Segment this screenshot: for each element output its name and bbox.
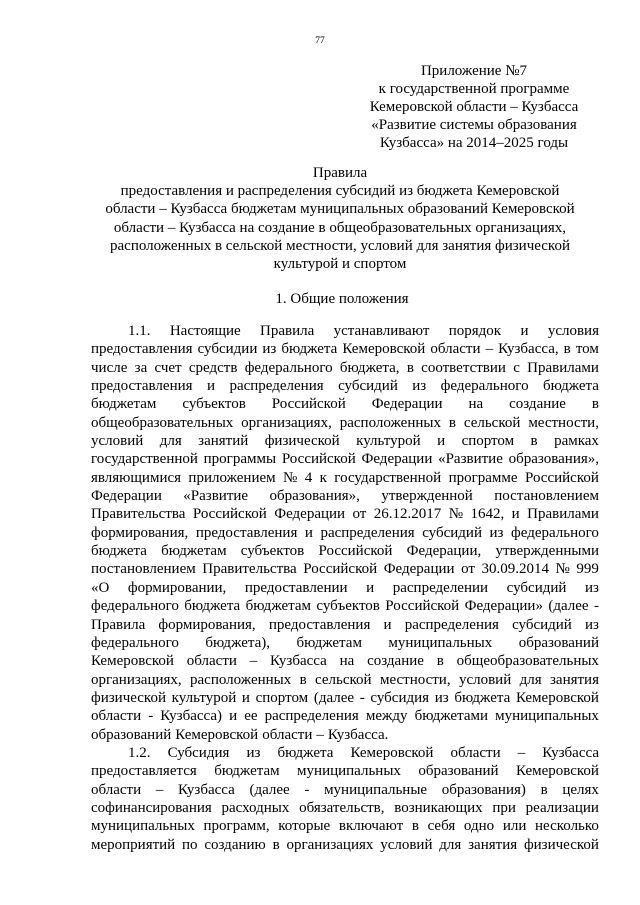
paragraph-line: [91, 505, 599, 523]
word: бюджетами: [414, 708, 489, 725]
word: муниципальные: [324, 781, 428, 798]
word: по: [182, 836, 198, 853]
word: или: [502, 818, 527, 835]
word: Федерации: [91, 488, 162, 505]
word: Настоящие: [169, 323, 241, 339]
word: создание: [367, 653, 424, 670]
word: сельской: [315, 671, 372, 688]
word: реализации: [525, 799, 599, 816]
title-line: области – Кузбасса бюджетам муниципальных образований Кемеровской: [105, 201, 575, 218]
word: распределении: [392, 579, 489, 596]
word: бюджета: [454, 689, 511, 706]
word: субсидий: [506, 579, 567, 596]
word: Российской: [524, 469, 599, 486]
title-line: предоставления и распределения субсидий из бюджета Кемеровской: [120, 183, 560, 200]
word: из: [246, 744, 261, 761]
paragraph-line: [91, 781, 599, 799]
paragraph-line: [91, 836, 599, 854]
word: муниципальных: [388, 634, 493, 651]
word: субсидий: [512, 616, 572, 633]
word: федерального: [91, 634, 179, 651]
word: рамках: [554, 433, 599, 450]
word: себя: [427, 818, 456, 835]
word: расположенных: [190, 671, 292, 688]
word: бюджетам: [296, 634, 362, 651]
word: (далее: [313, 689, 355, 706]
page-number: 77: [315, 36, 325, 46]
word: программы: [203, 451, 277, 468]
word: бюджетам: [245, 598, 312, 615]
word: порядок: [448, 323, 502, 339]
word: распределения: [264, 708, 359, 725]
word: (далее: [548, 598, 589, 615]
word: в: [406, 359, 414, 376]
paragraph-line: [91, 799, 599, 817]
word: в: [411, 818, 419, 835]
document-title: [90, 164, 590, 273]
word: бюджета: [91, 543, 147, 560]
word: федерального: [511, 524, 599, 541]
word: бюджетам: [214, 763, 280, 780]
word: субъектов: [316, 598, 380, 615]
paragraph-line: [91, 524, 599, 542]
appendix-block: [360, 62, 588, 152]
word: «Развитие: [183, 488, 249, 505]
word: распределения: [404, 616, 499, 633]
word: спортом: [461, 433, 515, 450]
word: Кузбасса.: [327, 726, 389, 743]
word: организациях,: [241, 414, 332, 431]
word: 1.2.: [128, 744, 151, 761]
paragraph-line: [91, 671, 599, 689]
section-heading: 1. Общие положения: [275, 291, 409, 307]
paragraph-line: [91, 414, 599, 432]
word: Кузбасса: [178, 781, 235, 798]
word: на: [468, 396, 484, 413]
word: федерального: [440, 378, 529, 395]
word: Российской: [318, 543, 393, 560]
word: -: [148, 708, 154, 725]
word: образования»,: [269, 488, 360, 505]
word: 30.09.2014: [481, 561, 549, 578]
body-text: [91, 322, 599, 854]
word: области: [450, 744, 501, 761]
word: организациях: [286, 836, 374, 853]
word: несколько: [535, 818, 599, 835]
word: формировании,: [127, 579, 227, 596]
word: между: [365, 708, 408, 725]
word: 26.12.2017: [373, 506, 442, 523]
word: которые: [278, 818, 331, 835]
word: Российской: [271, 396, 346, 413]
word: –: [517, 744, 526, 761]
word: формирования,: [91, 524, 189, 541]
word: условий: [458, 671, 512, 688]
word: и: [304, 524, 313, 541]
word: 1.1.: [128, 323, 151, 339]
word: бюджета),: [205, 634, 271, 651]
word: местности,: [528, 414, 599, 431]
word: Кемеровской: [515, 689, 599, 706]
word: условия: [547, 323, 599, 339]
word: -: [593, 598, 599, 615]
word: №: [448, 506, 464, 523]
word: том: [575, 341, 599, 358]
appendix-line: Приложение №7: [420, 63, 528, 79]
word: №: [555, 561, 570, 578]
word: области: [186, 653, 237, 670]
word: государственной: [91, 451, 198, 468]
word: Правила: [91, 616, 146, 633]
word: в: [272, 836, 280, 853]
word: Федерации,: [406, 543, 482, 560]
word: предоставления: [91, 341, 193, 358]
word: из: [584, 579, 599, 596]
word: образований: [91, 726, 172, 743]
paragraph-line: [91, 487, 599, 505]
word: ее: [244, 708, 258, 725]
word: включают: [338, 818, 404, 835]
word: бюджета: [543, 378, 599, 395]
word: и: [511, 506, 520, 523]
word: программе: [448, 469, 518, 486]
paragraph-line: [91, 469, 599, 487]
paragraph-line: [91, 762, 599, 780]
word: программ,: [203, 818, 270, 835]
word: обязательств,: [299, 799, 385, 816]
word: Кузбасса): [160, 708, 223, 725]
word: культурой: [171, 689, 237, 706]
paragraph-line: [91, 579, 599, 597]
paragraph-line: [91, 689, 599, 707]
word: возникающих: [394, 799, 483, 816]
word: распределения: [320, 524, 415, 541]
word: средств: [188, 359, 238, 376]
word: Кемеровской: [342, 341, 426, 358]
word: и: [206, 378, 215, 395]
word: из: [584, 616, 599, 633]
word: бюджетам: [91, 396, 157, 413]
word: постановлением: [91, 561, 196, 578]
word: Правительства: [202, 561, 297, 578]
paragraph-line: [91, 726, 599, 744]
word: в: [591, 396, 599, 413]
word: образования»,: [508, 451, 599, 468]
title-line: расположенных в сельской местности, условий для занятия физической: [110, 237, 570, 254]
word: предоставления: [91, 378, 193, 395]
word: субъектов: [182, 396, 246, 413]
word: и: [383, 616, 392, 633]
word: и: [366, 579, 375, 596]
word: из: [434, 689, 449, 706]
word: и: [520, 323, 529, 339]
word: области: [430, 341, 481, 358]
paragraph-line: [91, 744, 599, 762]
appendix-line: Кузбасса» на 2014–2025 годы: [379, 135, 569, 151]
word: условий: [380, 836, 433, 853]
word: от: [461, 561, 475, 578]
word: субсидий: [422, 524, 482, 541]
word: субсидия: [370, 689, 430, 706]
word: области: [262, 726, 313, 743]
word: Кемеровской: [175, 726, 259, 743]
title-line: области – Кузбасса на создание в общеобразовательных организациях,: [113, 219, 567, 236]
word: образований: [518, 634, 599, 651]
word: числе: [91, 359, 128, 376]
word: муниципальных: [91, 818, 195, 835]
word: одно: [463, 818, 495, 835]
word: расходных: [221, 799, 290, 816]
word: приложением: [188, 469, 276, 486]
word: предоставления: [268, 616, 371, 633]
word: из: [489, 524, 504, 541]
word: от: [352, 506, 367, 523]
word: соответствии: [421, 359, 506, 376]
word: в: [530, 433, 538, 450]
paragraph-line: [91, 322, 599, 340]
word: созданию: [204, 836, 266, 853]
word: субсидии: [197, 341, 258, 358]
word: занятий: [198, 433, 249, 450]
paragraph-line: [91, 432, 599, 450]
word: для: [519, 671, 542, 688]
paragraph-line: [91, 377, 599, 395]
word: к: [319, 469, 327, 486]
word: утвержденными: [495, 543, 599, 560]
appendix-line: «Развитие системы образования: [371, 117, 577, 133]
word: физической: [264, 433, 340, 450]
word: в: [448, 414, 456, 431]
word: «О: [91, 579, 110, 596]
word: бюджетам: [161, 543, 227, 560]
word: бюджета: [281, 341, 338, 358]
word: субъектов: [240, 543, 305, 560]
word: Российской: [192, 506, 267, 523]
appendix-line: Кемеровской области – Кузбасса: [369, 99, 579, 115]
word: Федерации»: [464, 598, 543, 615]
word: Федерации: [274, 506, 346, 523]
word: –: [485, 341, 494, 358]
word: общеобразовательных: [456, 653, 599, 670]
word: сельской: [463, 414, 521, 431]
word: бюджета,: [339, 359, 400, 376]
word: местности,: [379, 671, 451, 688]
word: формирования,: [158, 616, 256, 633]
word: физической: [523, 836, 599, 853]
word: Кузбасса: [270, 653, 327, 670]
word: Правилами: [527, 506, 599, 523]
paragraph-line: [91, 542, 599, 560]
word: и: [241, 689, 250, 706]
word: предоставлении: [244, 579, 348, 596]
word: предоставляется: [91, 763, 197, 780]
word: с: [513, 359, 520, 376]
word: софинансирования: [91, 799, 212, 816]
word: на: [339, 653, 355, 670]
word: Федерации: [361, 451, 433, 468]
word: субсидий: [338, 378, 398, 395]
paragraph-line: [91, 652, 599, 670]
word: Кемеровской: [350, 744, 434, 761]
word: области: [91, 781, 142, 798]
word: общеобразовательных: [91, 414, 234, 431]
word: и: [229, 708, 238, 725]
word: (далее: [249, 781, 290, 798]
word: физической: [91, 689, 166, 706]
word: Субсидия: [167, 744, 230, 761]
word: за: [134, 359, 148, 376]
word: государственной: [334, 469, 442, 486]
word: Правилами: [527, 359, 599, 376]
paragraph-line: [91, 395, 599, 413]
word: Кемеровской: [91, 653, 174, 670]
word: в: [540, 781, 548, 798]
word: утвержденной: [381, 488, 473, 505]
word: образований: [418, 763, 499, 780]
word: образования): [441, 781, 526, 798]
word: 999: [576, 561, 599, 578]
paragraph-line: [91, 707, 599, 725]
word: Российской: [281, 451, 356, 468]
word: №: [283, 469, 298, 486]
word: 4: [304, 469, 313, 486]
word: счет: [154, 359, 182, 376]
word: являющимися: [91, 469, 182, 486]
word: Российской: [385, 598, 460, 615]
word: 1642,: [470, 506, 505, 523]
word: создание: [509, 396, 566, 413]
paragraph-line: [91, 359, 599, 377]
paragraph-line: [91, 560, 599, 578]
word: в: [436, 653, 444, 670]
word: занятия: [468, 836, 518, 853]
word: целях: [562, 781, 599, 798]
word: муниципальных: [495, 708, 599, 725]
paragraph-line: [91, 616, 599, 634]
word: для: [439, 836, 462, 853]
word: из: [412, 378, 427, 395]
word: в: [563, 341, 571, 358]
word: –: [316, 726, 324, 743]
word: предоставления: [195, 524, 298, 541]
paragraph-line: [91, 817, 599, 835]
paragraph-line: [91, 340, 599, 358]
word: «Развитие: [438, 451, 503, 468]
word: расположенных: [339, 414, 441, 431]
paragraph-line: [91, 597, 599, 615]
word: -: [304, 781, 310, 798]
word: муниципальных: [297, 763, 401, 780]
word: Кемеровской: [516, 763, 599, 780]
word: постановлением: [494, 488, 599, 505]
word: и: [437, 433, 446, 450]
word: культурой: [356, 433, 421, 450]
word: спортом: [255, 689, 309, 706]
word: в: [299, 671, 307, 688]
paragraph-line: [91, 634, 599, 652]
appendix-line: к государственной программе: [378, 81, 570, 97]
word: бюджета: [277, 744, 334, 761]
word: Правительства: [91, 506, 186, 523]
word: Кузбасса: [542, 744, 599, 761]
word: федерального: [244, 359, 333, 376]
word: мероприятий: [91, 836, 176, 853]
title-line: культурой и спортом: [273, 256, 407, 273]
word: Российской: [303, 561, 378, 578]
word: организациях,: [91, 671, 182, 688]
paragraph-line: [91, 450, 599, 468]
word: -: [359, 689, 365, 706]
word: –: [249, 653, 258, 670]
word: при: [492, 799, 516, 816]
title-line: Правила: [312, 165, 368, 181]
word: для: [159, 433, 182, 450]
word: Кузбасса,: [498, 341, 559, 358]
word: Правила: [260, 323, 315, 339]
word: бюджета: [184, 598, 241, 615]
word: условий: [91, 433, 144, 450]
word: Федерации: [371, 396, 443, 413]
word: –: [155, 781, 164, 798]
word: из: [262, 341, 277, 358]
word: распределения: [229, 378, 324, 395]
word: занятия: [549, 671, 599, 688]
word: федерального: [91, 598, 179, 615]
word: устанавливают: [333, 323, 430, 339]
word: области: [91, 708, 142, 725]
word: Федерации: [383, 561, 455, 578]
